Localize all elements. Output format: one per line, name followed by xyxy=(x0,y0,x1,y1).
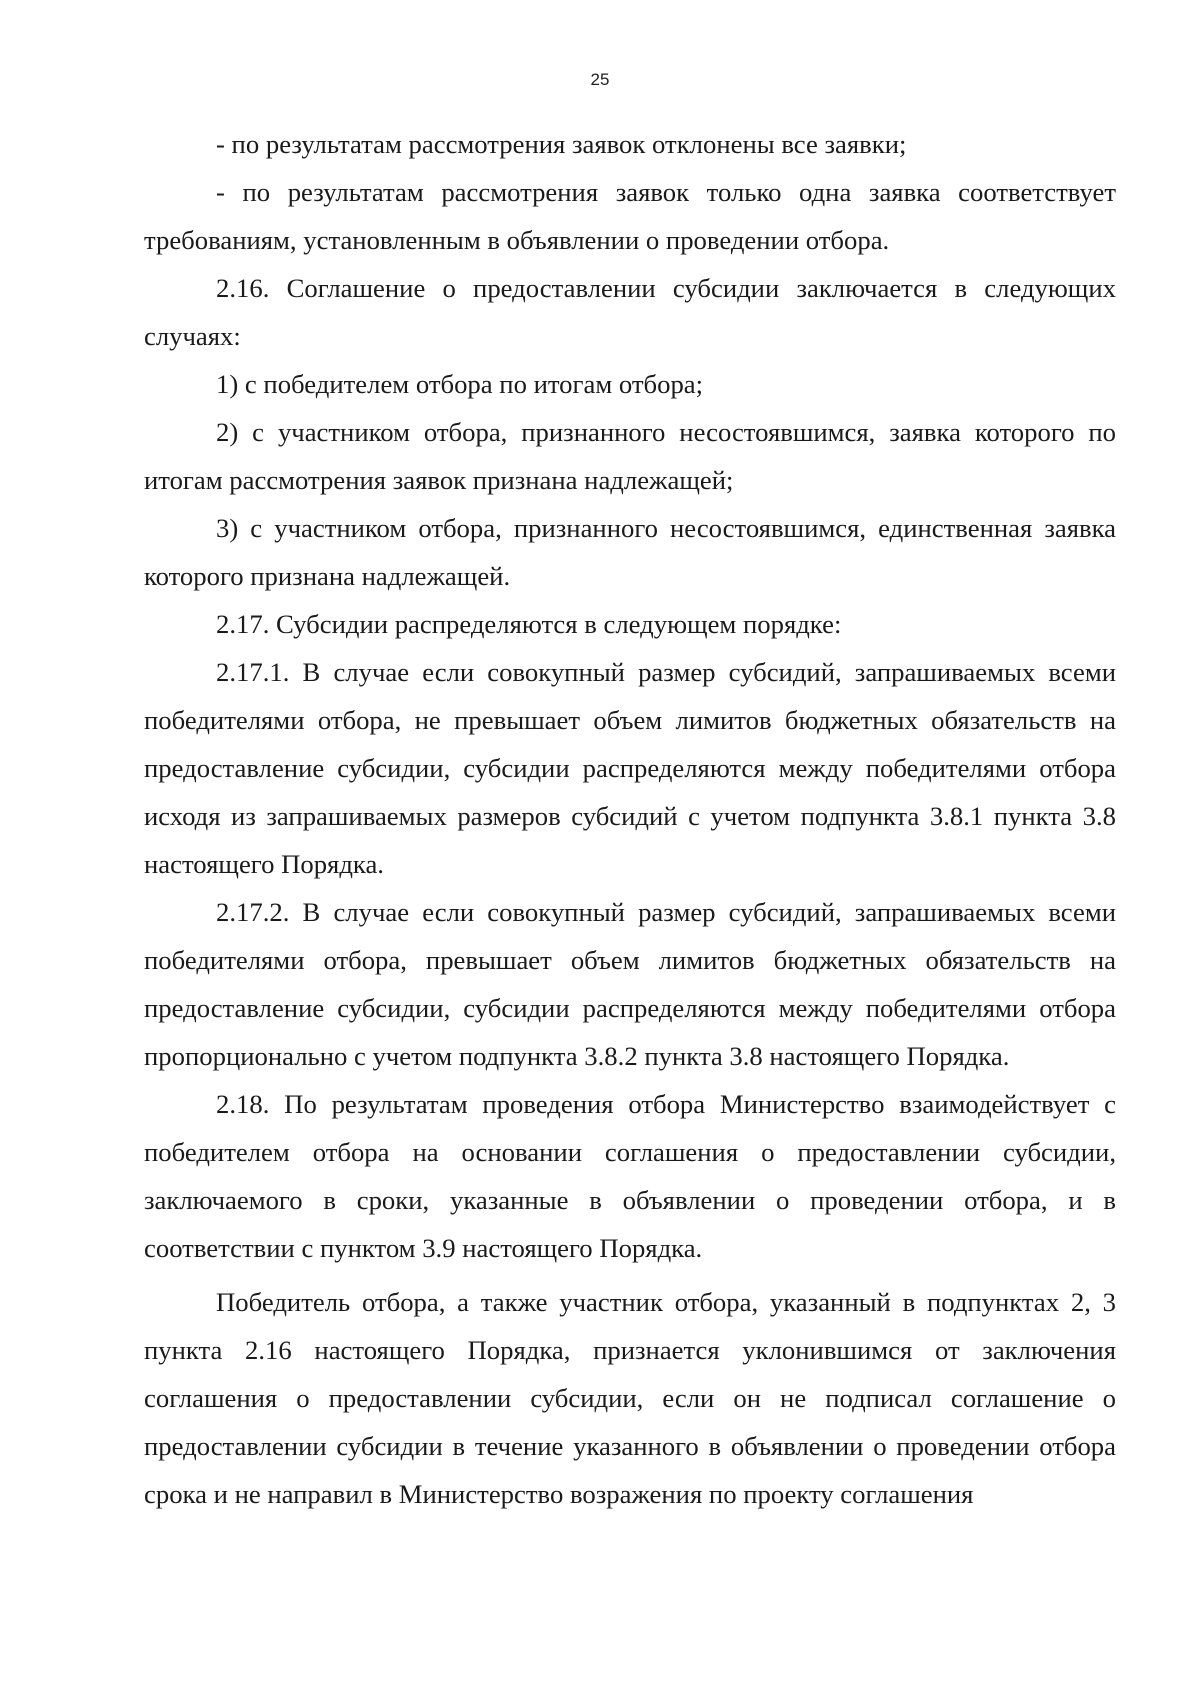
page-number: 25 xyxy=(590,70,610,89)
paragraph: 2.18. По результатам проведения отбора Министерство взаимодействует с победителем отбора на основании соглашения о предоставлении субсидии, заключаемого в сроки, указанные в объявлении о проведении отбора, и в соответствии с пунктом 3.9 настоящего Порядка. xyxy=(144,1089,1116,1263)
paragraph: 1) с победителем отбора по итогам отбора; xyxy=(216,369,704,399)
paragraph: 2.17. Субсидии распределяются в следующем порядке: xyxy=(216,609,842,639)
paragraph: 2.16. Соглашение о предоставлении субсидии заключается в следующих случаях: xyxy=(144,273,1116,351)
paragraph: - по результатам рассмотрения заявок отклонены все заявки; xyxy=(216,129,907,159)
paragraph: 2) с участником отбора, признанного несостоявшимся, заявка которого по итогам рассмотрения заявок признана надлежащей; xyxy=(144,417,1116,495)
document-body xyxy=(144,120,1116,1518)
paragraph: 2.17.2. В случае если совокупный размер субсидий, запрашиваемых всеми победителями отбора, превышает объем лимитов бюджетных обязательств на предоставление субсидии, субсидии распределяются между победителями отбора пропорционально с учетом подпункта 3.8.2 пункта 3.8 настоящего Порядка. xyxy=(144,897,1116,1071)
paragraph: 3) с участником отбора, признанного несостоявшимся, единственная заявка которого признана надлежащей. xyxy=(144,513,1116,591)
paragraph: - по результатам рассмотрения заявок только одна заявка соответствует требованиям, установленным в объявлении о проведении отбора. xyxy=(144,177,1116,255)
paragraph: Победитель отбора, а также участник отбора, указанный в подпунктах 2, 3 пункта 2.16 настоящего Порядка, признается уклонившимся от заключения соглашения о предоставлении субсидии, если он не подписал соглашение о предоставлении субсидии в течение указанного в объявлении о проведении отбора срока и не направил в Министерство возражения по проекту соглашения xyxy=(144,1287,1116,1509)
paragraph: 2.17.1. В случае если совокупный размер субсидий, запрашиваемых всеми победителями отбора, не превышает объем лимитов бюджетных обязательств на предоставление субсидии, субсидии распределяются между победителями отбора исходя из запрашиваемых размеров субсидий с учетом подпункта 3.8.1 пункта 3.8 настоящего Порядка. xyxy=(144,657,1116,879)
